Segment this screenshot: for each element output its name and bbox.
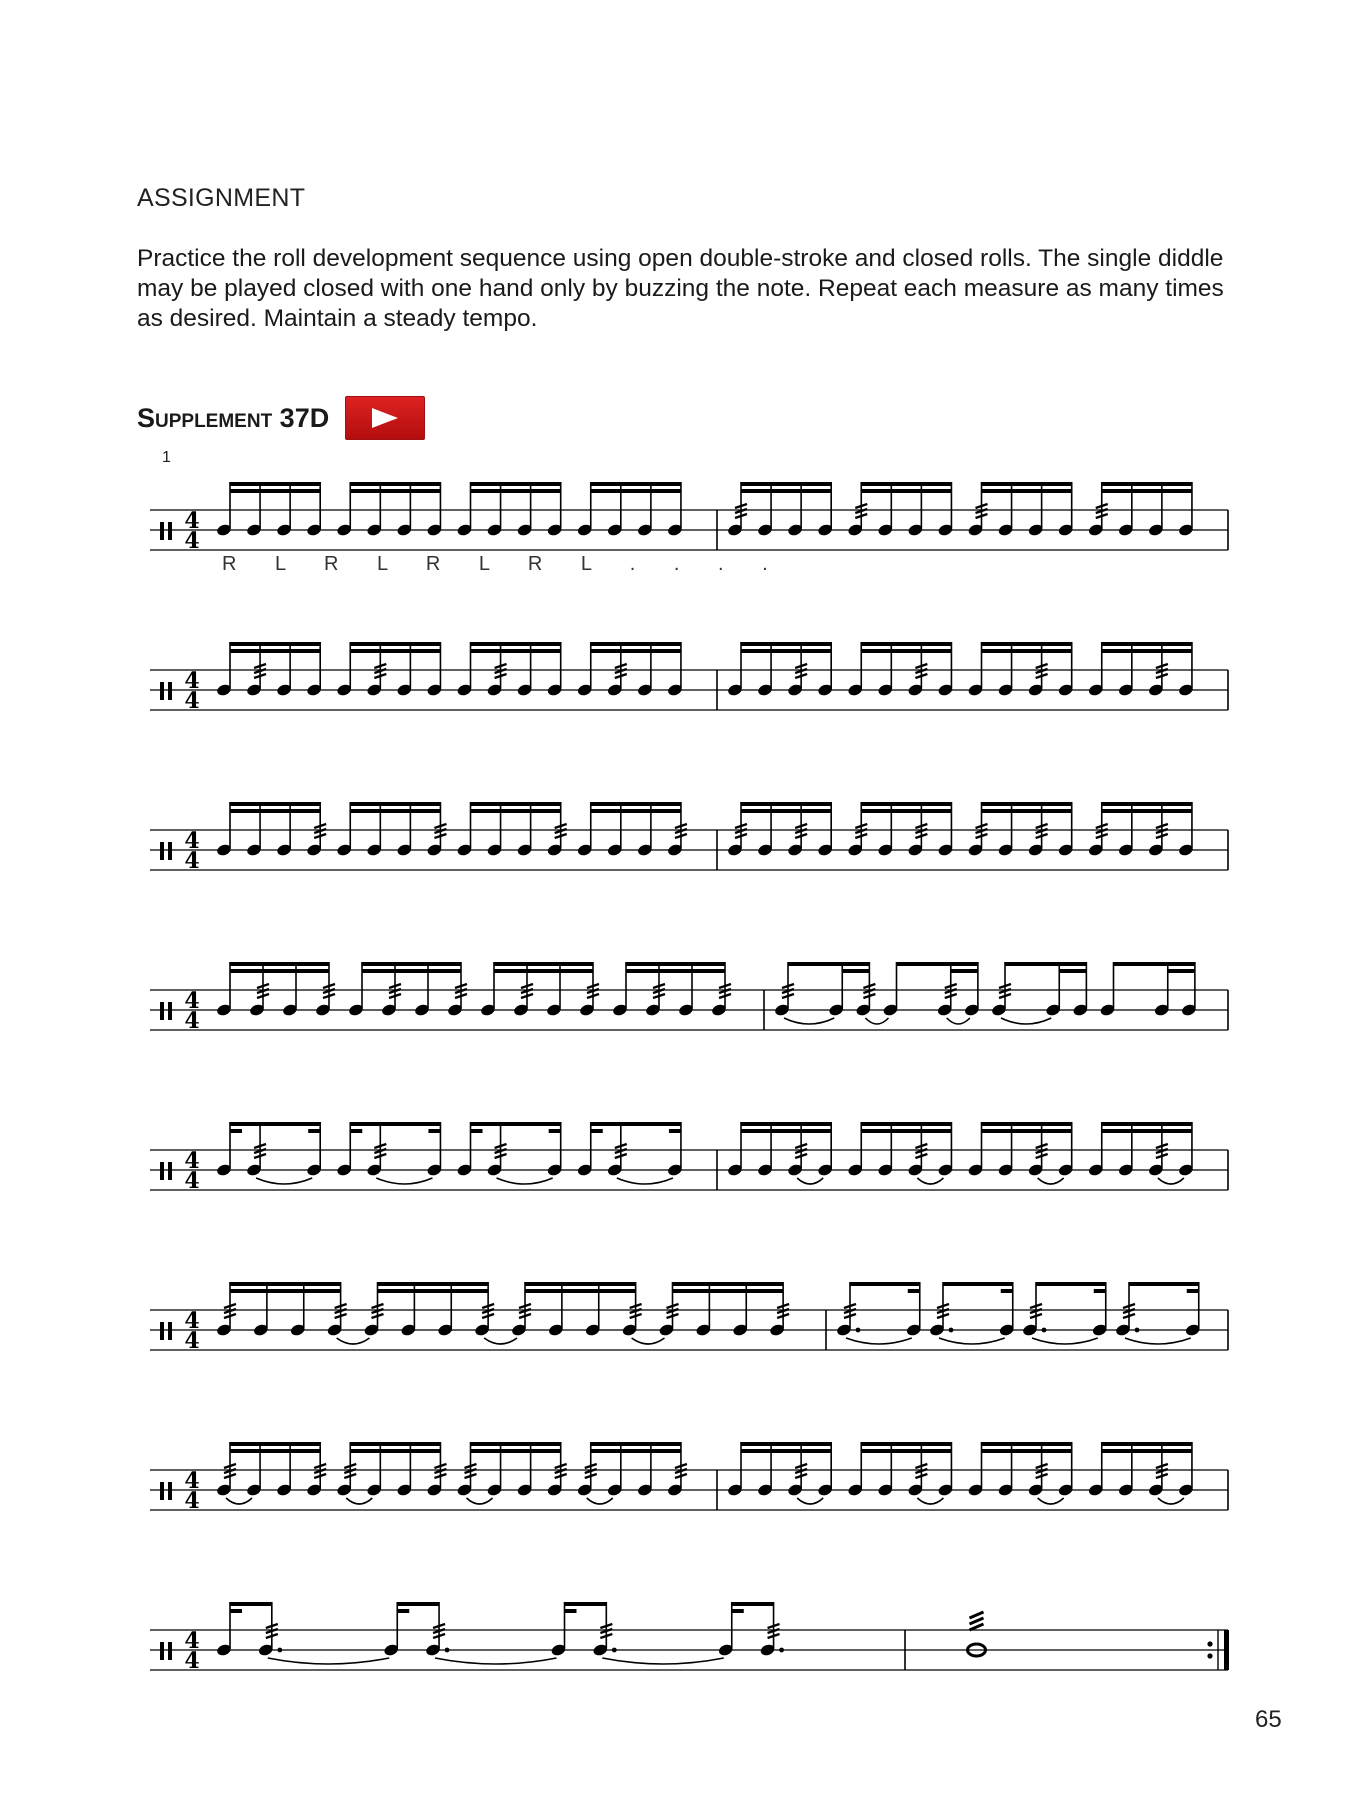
beam-r1-m1-0 [230,482,320,486]
time-sig-top-r7: 4 [184,1468,200,1494]
tie-r8-m1-2 [602,1658,723,1664]
beam2-r1-m1-1 [350,489,440,493]
beam-r7-m1-2 [471,1442,561,1446]
beam2-r5-m1-3 [591,1129,603,1133]
assignment-heading: ASSIGNMENT [137,184,306,212]
tie-r7-m2-1 [917,1498,943,1504]
beam2-r2-m2-1 [861,649,951,653]
tie-r6-m1-2 [632,1338,665,1344]
beam-r7-m2-3 [1102,1442,1192,1446]
beam2-r2-m1-3 [591,649,681,653]
beam2-r3-m2-3 [1102,809,1192,813]
percussion-clef-r5b [168,1162,172,1180]
tie-r5-m1-3 [617,1178,673,1184]
beam-r4-m1-1 [362,962,461,966]
beam-r3-m1-3 [591,802,681,806]
time-sig-bottom-r6: 4 [184,1328,200,1354]
percussion-clef-r3 [160,842,164,860]
beam2-r3-m2-0 [741,809,831,813]
percussion-clef-r7b [168,1482,172,1500]
beam2-r7-m2-0 [741,1449,831,1453]
beam2-r5-m1-0b [308,1129,320,1133]
percussion-clef-r8b [168,1642,172,1660]
beam-r7-m1-1 [350,1442,440,1446]
tie-r5-m1-1 [376,1178,432,1184]
beam2-r7-m1-1 [350,1449,440,1453]
beam2-r7-m2-3 [1102,1449,1192,1453]
repeat-dot-bottom [1207,1653,1212,1658]
beam2-r2-m2-3 [1102,649,1192,653]
beam2-r2-m1-1 [350,649,440,653]
percussion-clef-r7 [160,1482,164,1500]
beam2-r2-m2-2 [982,649,1072,653]
percussion-clef-r4 [160,1002,164,1020]
time-sig-top-r4: 4 [184,988,200,1014]
tie-r7-m1-3 [587,1498,613,1504]
beam2-r6-m1-1 [378,1289,489,1293]
beam2-r3-m1-1 [350,809,440,813]
tie-r6-m2-2 [1032,1338,1098,1344]
beam-r1-m1-2 [471,482,561,486]
beam-r7-m2-0 [741,1442,831,1446]
sticking-pattern: R L R L R L R L . . . . [222,553,785,575]
beam2-r1-m2-1 [861,489,951,493]
beam2-r8-m1-2 [565,1609,577,1613]
beam2-r1-m2-2 [982,489,1072,493]
instructions-text: Practice the roll development sequence using open double-stroke and closed rolls. The single diddle may be played closed with one hand only by buzzing the note. Repeat each measure as many times as desired. Maintain a steady tempo. [137,245,1224,332]
beam-r3-m2-3 [1102,802,1192,806]
dot-r6-m2-1 [949,1328,954,1333]
time-sig-top-r8: 4 [184,1628,200,1654]
dot-r8-m1-0 [277,1648,282,1653]
beam-r4-m2-1 [897,962,978,966]
beam-r4-m2-0 [788,962,869,966]
beam-r8-m1-0 [230,1602,272,1606]
beam2-r5-m1-1b [428,1129,440,1133]
tie-r6-m2-1 [939,1338,1005,1344]
tie-r6-m2-0 [846,1338,912,1344]
beam-r7-m1-0 [230,1442,320,1446]
beam2-r4-m1-1 [362,969,461,973]
beam-r3-m2-0 [741,802,831,806]
percussion-clef-r6 [160,1322,164,1340]
dot-r6-m2-2 [1042,1328,1047,1333]
beam-r5-m1-1 [350,1122,440,1126]
time-sig-bottom-r8: 4 [184,1648,200,1674]
beam2-r3-m1-0 [230,809,320,813]
beam2-r7-m2-1 [861,1449,951,1453]
beam-r3-m1-2 [471,802,561,806]
beam-r1-m2-3 [1102,482,1192,486]
beam2-r6-m2-2 [1094,1289,1106,1293]
beam2-r5-m2-1 [861,1129,951,1133]
beam2-r2-m1-2 [471,649,561,653]
time-sig-bottom-r5: 4 [184,1168,200,1194]
beam2-r6-m1-0 [230,1289,341,1293]
page-number: 65 [1255,1706,1282,1733]
tie-r5-m2-1 [917,1178,943,1184]
beam-r2-m1-0 [230,642,320,646]
tie-r6-m2-3 [1125,1338,1191,1344]
percussion-clef-r8 [160,1642,164,1660]
time-sig-top-r5: 4 [184,1148,200,1174]
supplement-title: Supplement 37D [137,402,330,433]
beam2-r3-m2-1 [861,809,951,813]
beam-r3-m1-0 [230,802,320,806]
beam-r1-m2-2 [982,482,1072,486]
beam-r8-m1-3 [732,1602,774,1606]
beam2-r4-m2-0 [842,969,869,973]
tie-r6-m1-1 [484,1338,517,1344]
beam-r1-m2-1 [861,482,951,486]
beam2-r4-m1-2 [494,969,593,973]
beam-r4-m1-2 [494,962,593,966]
percussion-clef-r1b [168,522,172,540]
tie-r8-m1-1 [435,1658,556,1664]
beam2-r4-m1-3 [626,969,725,973]
beam2-r1-m1-0 [230,489,320,493]
beam2-r6-m1-2 [525,1289,636,1293]
beam-r3-m2-2 [982,802,1072,806]
beam-r6-m2-1 [943,1282,1013,1286]
beam2-r1-m2-0 [741,489,831,493]
beam-r5-m1-2 [471,1122,561,1126]
dot-r6-m2-3 [1135,1328,1140,1333]
beam-r2-m2-1 [861,642,951,646]
beam-r2-m1-1 [350,642,440,646]
tie-r5-m2-2 [1038,1178,1064,1184]
beam2-r1-m2-3 [1102,489,1192,493]
tie-r8-m1-0 [268,1658,389,1664]
beam2-r2-m2-0 [741,649,831,653]
beam-r1-m2-0 [741,482,831,486]
beam2-r4-m2-1 [951,969,978,973]
beam2-r5-m1-1 [350,1129,362,1133]
beam-r2-m1-3 [591,642,681,646]
percussion-clef-r2b [168,682,172,700]
beam2-r4-m2-3 [1168,969,1195,973]
tie-r5-m1-0 [256,1178,312,1184]
beam-r4-m2-3 [1114,962,1195,966]
beam-r1-m1-1 [350,482,440,486]
beam-r2-m2-3 [1102,642,1192,646]
beam2-r5-m2-2 [982,1129,1072,1133]
time-sig-bottom-r7: 4 [184,1488,200,1514]
beam2-r8-m1-3 [732,1609,744,1613]
beam-r6-m2-0 [850,1282,920,1286]
beam-r6-m2-3 [1129,1282,1199,1286]
beam-r4-m2-2 [1005,962,1086,966]
beam-r1-m1-3 [591,482,681,486]
time-sig-bottom-r4: 4 [184,1008,200,1034]
percussion-clef-r2 [160,682,164,700]
beam2-r5-m1-3b [669,1129,681,1133]
beam2-r7-m1-2 [471,1449,561,1453]
percussion-clef-r5 [160,1162,164,1180]
dot-r8-m1-1 [445,1648,450,1653]
time-sig-bottom-r2: 4 [184,688,200,714]
beam2-r6-m2-3 [1187,1289,1199,1293]
roll-slash-r8-m2 [970,1612,984,1618]
beam2-r1-m1-3 [591,489,681,493]
beam2-r6-m2-0 [908,1289,920,1293]
beam2-r4-m2-2 [1059,969,1086,973]
beam2-r3-m1-2 [471,809,561,813]
time-sig-top-r1: 4 [184,508,200,534]
beam2-r5-m1-0 [230,1129,242,1133]
beam2-r6-m1-3 [673,1289,784,1293]
beam-r5-m2-1 [861,1122,951,1126]
tie-r7-m1-1 [346,1498,372,1504]
beam2-r6-m2-1 [1001,1289,1013,1293]
time-sig-top-r6: 4 [184,1308,200,1334]
beam-r5-m1-0 [230,1122,320,1126]
dot-r8-m1-3 [779,1648,784,1653]
beam2-r5-m1-2 [471,1129,483,1133]
beam-r7-m2-1 [861,1442,951,1446]
beam-r6-m1-3 [673,1282,784,1286]
beam2-r7-m2-2 [982,1449,1072,1453]
tie-r7-m2-3 [1158,1498,1184,1504]
beam-r2-m1-2 [471,642,561,646]
beam2-r2-m1-0 [230,649,320,653]
tie-r4-m2-0 [784,1018,834,1024]
tie-r7-m2-2 [1038,1498,1064,1504]
beam2-r5-m2-3 [1102,1129,1192,1133]
beam2-r5-m2-0 [741,1129,831,1133]
dot-r6-m2-0 [856,1328,861,1333]
beam2-r1-m1-2 [471,489,561,493]
tie-r4-m2-3 [1001,1018,1051,1024]
repeat-dot-top [1207,1641,1212,1646]
beam-r6-m1-1 [378,1282,489,1286]
beam-r8-m1-1 [397,1602,439,1606]
beam-r4-m1-3 [626,962,725,966]
beam-r7-m1-3 [591,1442,681,1446]
percussion-clef-r4b [168,1002,172,1020]
beam-r2-m2-2 [982,642,1072,646]
beam-r5-m2-2 [982,1122,1072,1126]
beam-r3-m2-1 [861,802,951,806]
beam-r5-m2-3 [1102,1122,1192,1126]
percussion-clef-r6b [168,1322,172,1340]
time-sig-top-r2: 4 [184,668,200,694]
percussion-clef-r3b [168,842,172,860]
beam-r6-m1-2 [525,1282,636,1286]
time-sig-bottom-r1: 4 [184,528,200,554]
beam2-r4-m1-0 [230,969,329,973]
beam2-r5-m1-2b [549,1129,561,1133]
beam2-r7-m1-0 [230,1449,320,1453]
beam-r4-m1-0 [230,962,329,966]
tie-r7-m1-0 [226,1498,252,1504]
tie-r6-m1-0 [337,1338,370,1344]
percussion-clef-r1 [160,522,164,540]
beam2-r7-m1-3 [591,1449,681,1453]
tie-r7-m1-2 [467,1498,493,1504]
tie-r7-m2-0 [797,1498,823,1504]
time-sig-top-r3: 4 [184,828,200,854]
measure-number: 1 [162,449,171,466]
beam-r5-m1-3 [591,1122,681,1126]
beam2-r3-m1-3 [591,809,681,813]
beam-r3-m1-1 [350,802,440,806]
tie-r4-m2-2 [947,1018,970,1024]
roll-slash-r8-m2 [970,1624,984,1630]
final-barline [1224,1630,1229,1670]
dot-r8-m1-2 [612,1648,617,1653]
beam2-r8-m1-0 [230,1609,242,1613]
beam-r6-m2-2 [1036,1282,1106,1286]
beam2-r8-m1-1 [397,1609,409,1613]
time-sig-bottom-r3: 4 [184,848,200,874]
tie-r5-m2-3 [1158,1178,1184,1184]
tie-r4-m2-1 [865,1018,888,1024]
beam2-r3-m2-2 [982,809,1072,813]
beam-r8-m1-2 [565,1602,607,1606]
beam-r5-m2-0 [741,1122,831,1126]
beam-r2-m2-0 [741,642,831,646]
tie-r5-m2-0 [797,1178,823,1184]
beam-r7-m2-2 [982,1442,1072,1446]
roll-slash-r8-m2 [970,1618,984,1624]
tie-r5-m1-2 [497,1178,553,1184]
beam-r6-m1-0 [230,1282,341,1286]
